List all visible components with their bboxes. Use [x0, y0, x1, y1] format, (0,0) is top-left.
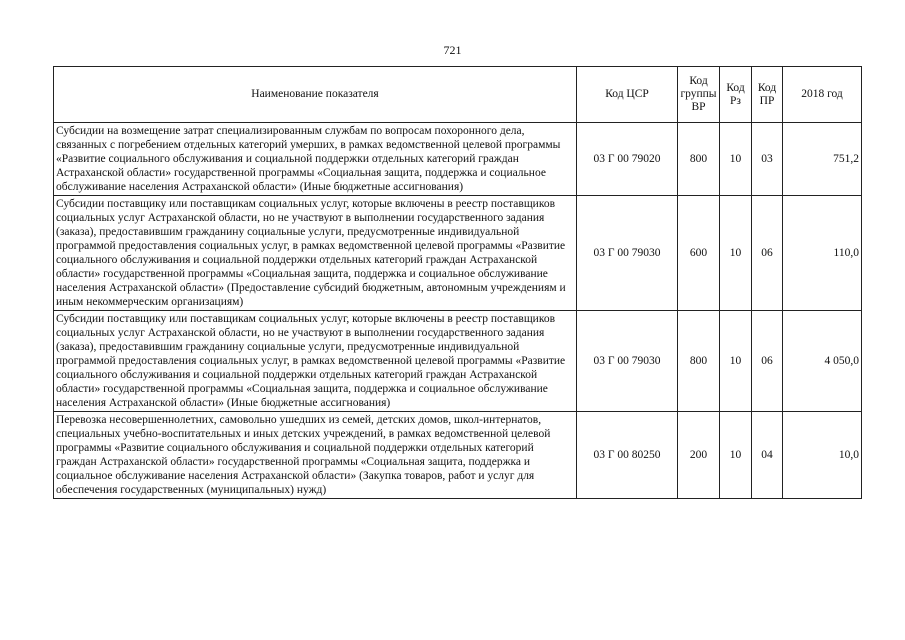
row-vr: 600: [678, 196, 720, 311]
table-row: [54, 412, 862, 499]
row-amount: 4 050,0: [783, 311, 862, 412]
header-rz: Код Рз: [720, 67, 752, 123]
row-vr: 200: [678, 412, 720, 499]
row-name: Субсидии на возмещение затрат специализированным службам по вопросам похоронного дела, связанных с погребением отдельных категорий умерших, в рамках ведомственной целевой программы «Развитие социального обслуживания и социальной поддержки отдельных категорий граждан Астраханской области» государственной программы «Социальная защита, поддержка и социальное обслуживание населения Астраханской области» (Иные бюджетные ассигнования): [54, 123, 577, 196]
row-vr: 800: [678, 123, 720, 196]
row-amount: 751,2: [783, 123, 862, 196]
page-number: 721: [443, 43, 462, 57]
header-vr: Код группы ВР: [678, 67, 720, 123]
row-amount: 10,0: [783, 412, 862, 499]
header-pr: Код ПР: [752, 67, 783, 123]
row-csr: 03 Г 00 79030: [577, 311, 678, 412]
header-year: 2018 год: [783, 67, 862, 123]
row-csr: 03 Г 00 79030: [577, 196, 678, 311]
header-name: Наименование показателя: [54, 67, 577, 123]
row-pr: 04: [752, 412, 783, 499]
table-header-row: [54, 67, 862, 123]
header-csr: Код ЦСР: [577, 67, 678, 123]
row-pr: 03: [752, 123, 783, 196]
row-vr: 800: [678, 311, 720, 412]
budget-table: [53, 66, 862, 499]
row-csr: 03 Г 00 80250: [577, 412, 678, 499]
row-csr: 03 Г 00 79020: [577, 123, 678, 196]
row-rz: 10: [720, 412, 752, 499]
row-pr: 06: [752, 196, 783, 311]
row-name: Субсидии поставщику или поставщикам социальных услуг, которые включены в реестр поставщиков социальных услуг Астраханской области, но не участвуют в выполнении государственного задания (заказа), предоставившим гражданину социальные услуги, предусмотренные индивидуальной программой предоставления социальных услуг, в рамках ведомственной целевой программы «Развитие социального обслуживания и социальной поддержки отдельных категорий граждан Астраханской области» государственной программы «Социальная защита, поддержка и социальное обслуживание населения Астраханской области» (Иные бюджетные ассигнования): [54, 311, 577, 412]
row-amount: 110,0: [783, 196, 862, 311]
row-name: Субсидии поставщику или поставщикам социальных услуг, которые включены в реестр поставщиков социальных услуг Астраханской области, но не участвуют в выполнении государственного задания (заказа), предоставившим гражданину социальные услуги, предусмотренные индивидуальной программой предоставления социальных услуг, в рамках ведомственной целевой программы «Развитие социального обслуживания и социальной поддержки отдельных категорий граждан Астраханской области» государственной программы «Социальная защита, поддержка и социальное обслуживание населения Астраханской области» (Предоставление субсидий бюджетным, автономным учреждениям и иным некоммерческим организациям): [54, 196, 577, 311]
row-pr: 06: [752, 311, 783, 412]
table-row: [54, 196, 862, 311]
table-row: [54, 123, 862, 196]
row-rz: 10: [720, 123, 752, 196]
row-rz: 10: [720, 311, 752, 412]
row-rz: 10: [720, 196, 752, 311]
table-row: [54, 311, 862, 412]
row-name: Перевозка несовершеннолетних, самовольно ушедших из семей, детских домов, школ-интернатов, специальных учебно-воспитательных и иных детских учреждений, в рамках ведомственной целевой программы «Развитие социального обслуживания и социальной поддержки отдельных категорий граждан Астраханской области» государственной программы «Социальная защита, поддержка и социальное обслуживание населения Астраханской области» (Закупка товаров, работ и услуг для обеспечения государственных (муниципальных) нужд): [54, 412, 577, 499]
